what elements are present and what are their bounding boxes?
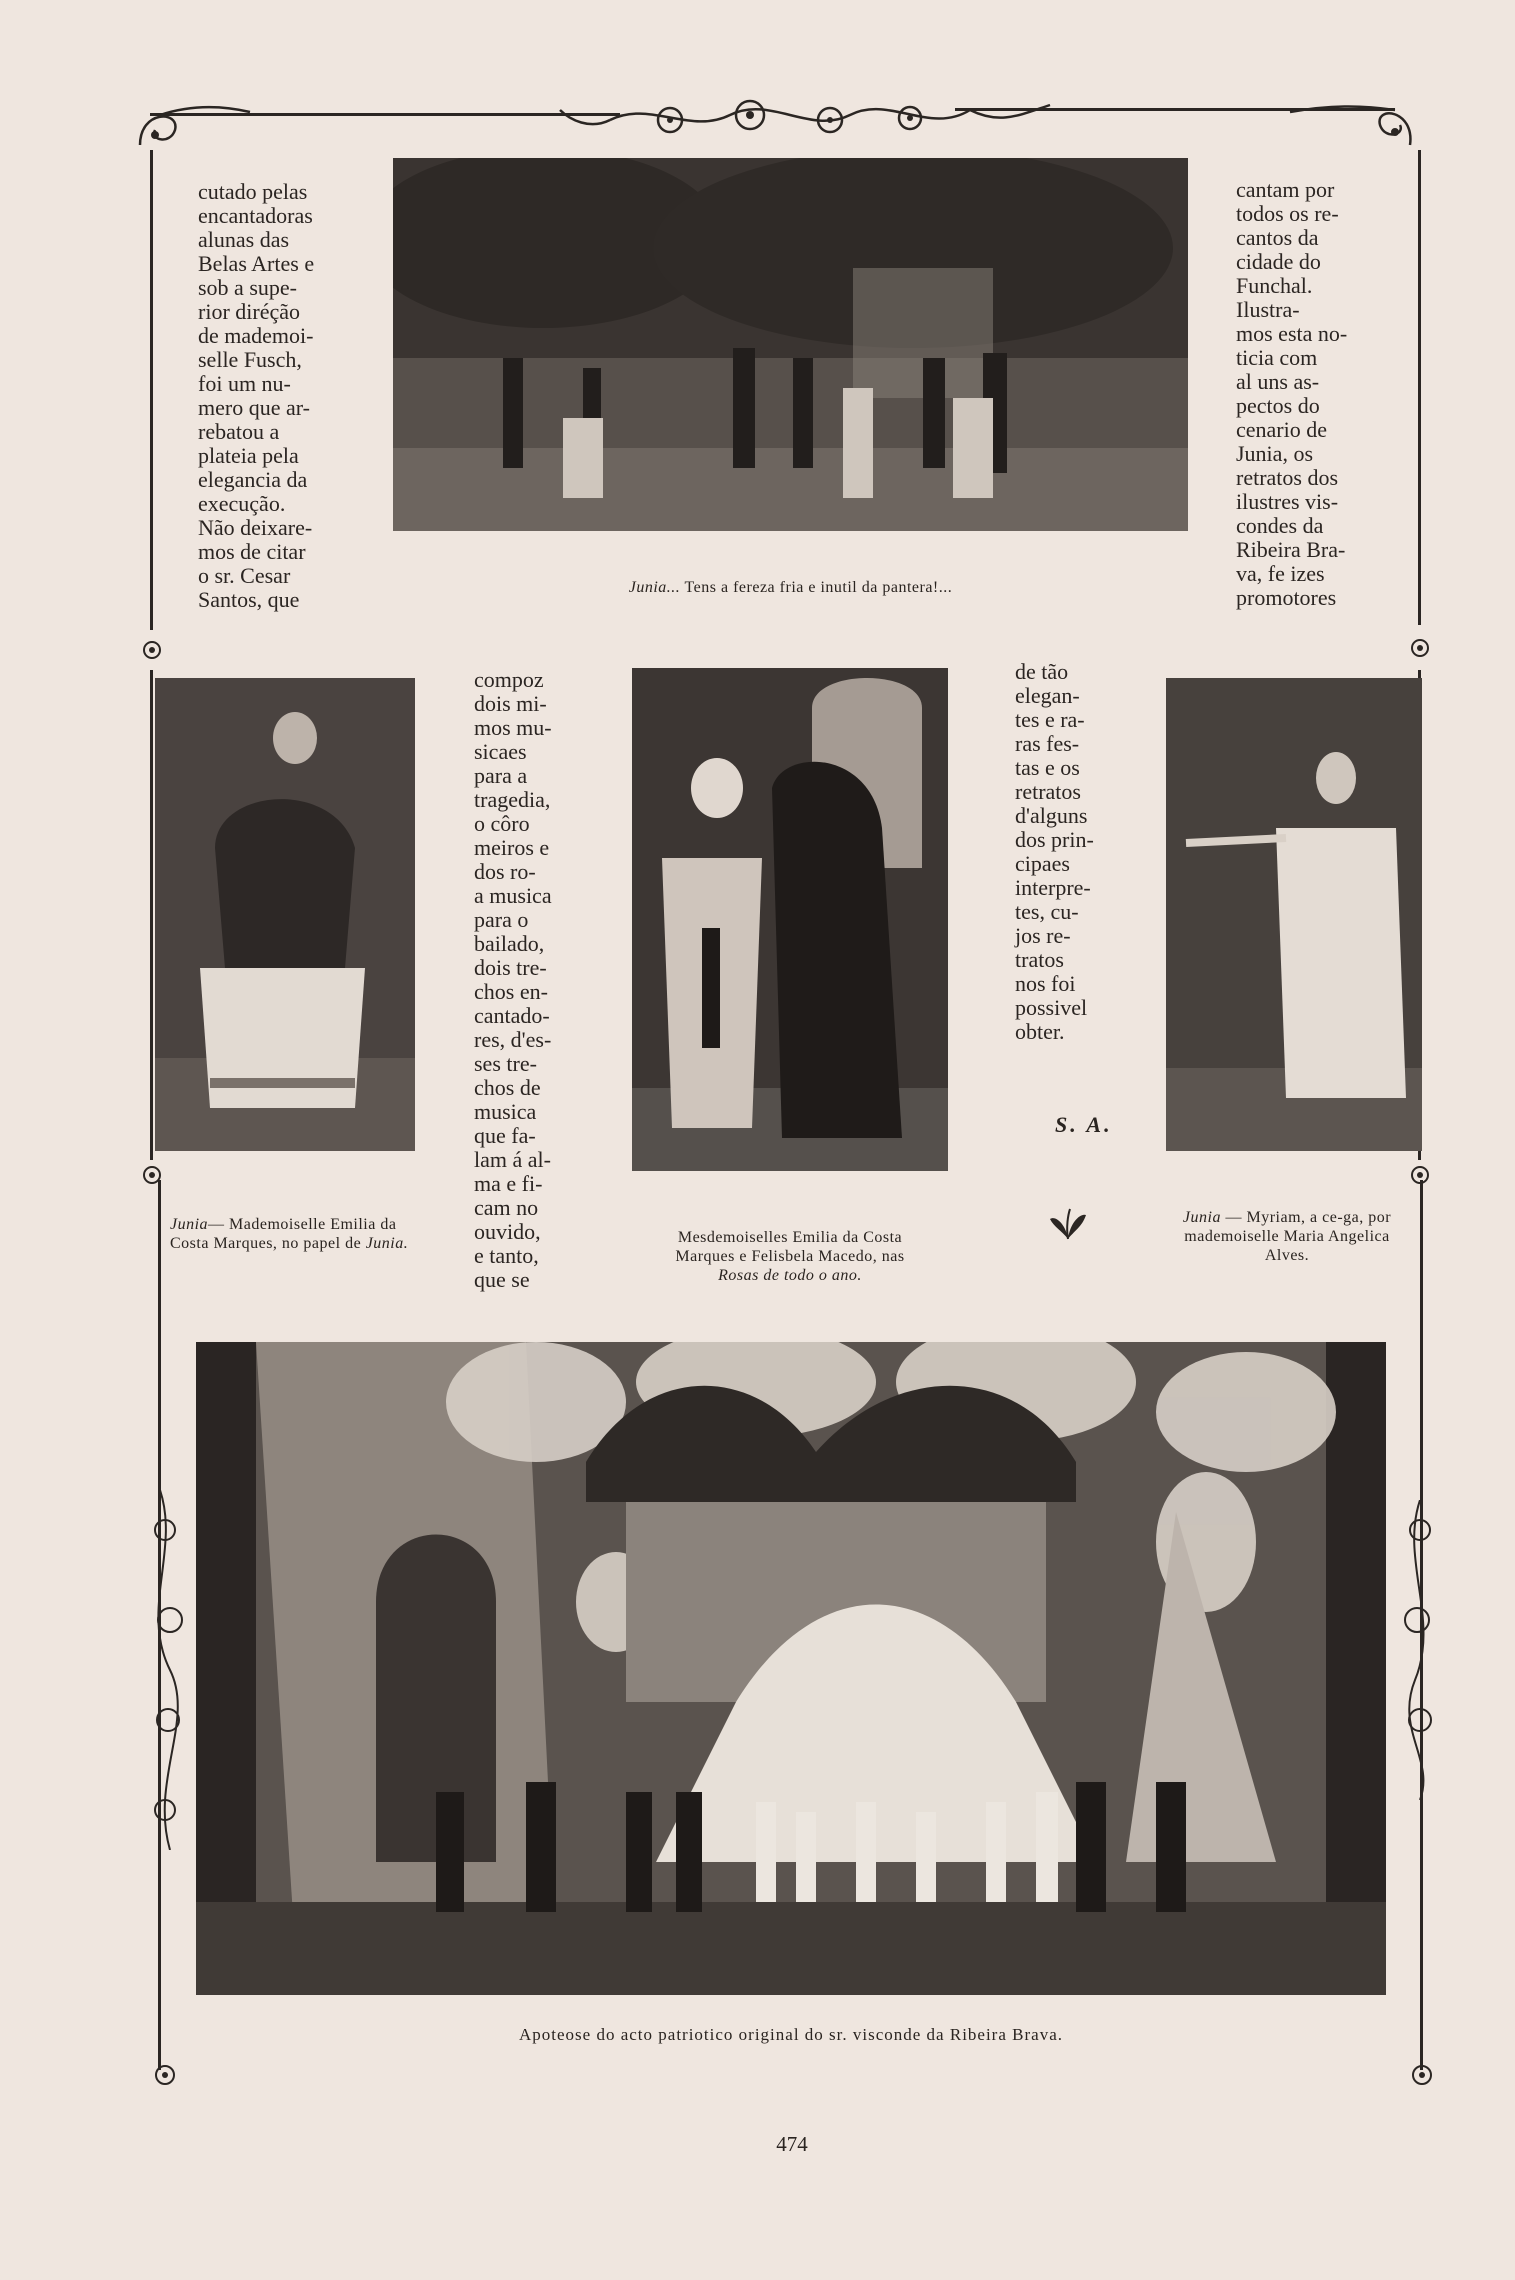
paragraph-top-right: cantam por todos os re- cantos da cidade do Funchal. Ilustra- mos esta no- ticia com al uns as- pectos do cenario de Junia, os retratos dos ilustres vis- condes da Ribeira Bra- va, fe izes promotores xyxy=(1236,177,1348,610)
left-floral-vine-ornament xyxy=(140,1490,200,1850)
paragraph-middle-left: compoz dois mi- mos mu- sicaes para a tragedia, o côro meiros e dos ro- a musica para o bailado, dois tre- chos en- cantado- res, d'es- ses tre- chos de musica que fa- lam á al- ma e fi- cam no ouvido, e tanto, que se xyxy=(474,667,552,1292)
caption-top-photo-italic: Junia... xyxy=(628,579,681,596)
frame-left-middle xyxy=(150,670,153,1160)
caption-bottom-photo: Apoteose do acto patriotico original do sr. visconde da Ribeira Brava. xyxy=(519,2025,1063,2044)
caption-center-line2: Marques e Felisbela Macedo, nas xyxy=(675,1248,905,1265)
right-floral-vine-ornament xyxy=(1385,1500,1445,1800)
paragraph-middle-right: de tão elegan- tes e ra- ras fes- tas e os retratos d'alguns dos prin- cipaes interpre- tes, cu- jos re- tratos nos foi possivel obter. xyxy=(1015,659,1094,1044)
caption-left-photo xyxy=(170,1215,415,1253)
caption-top-photo-text: Tens a fereza fria e inutil da pantera!... xyxy=(680,579,953,596)
author-signature: S. A. xyxy=(1055,1112,1113,1137)
photo-emilia-and-felisbela xyxy=(632,668,948,1171)
caption-right-text: — Myriam, a ce-ga, por mademoiselle Maria Angelica Alves. xyxy=(1184,1209,1392,1264)
right-side-ornament-1 xyxy=(1408,628,1432,668)
caption-center-line1: Mesdemoiselles Emilia da Costa xyxy=(677,1229,903,1246)
text-column-middle-right xyxy=(1015,660,1115,1044)
photo-stage-scene-junia xyxy=(393,158,1188,531)
text-column-middle-left xyxy=(474,668,574,1292)
left-side-ornament-2 xyxy=(140,1160,164,1190)
page-number: 474 xyxy=(776,2132,808,2156)
bottom-right-corner-ornament xyxy=(1407,2060,1437,2090)
frame-left-upper xyxy=(150,150,153,630)
caption-right-italic: Junia xyxy=(1182,1209,1221,1226)
caption-right-photo xyxy=(1162,1208,1412,1265)
leaf-ornament-icon xyxy=(1048,1205,1088,1241)
photo-portrait-maria-angelica xyxy=(1166,678,1422,1151)
right-side-ornament-2 xyxy=(1408,1160,1432,1190)
floral-header-ornament xyxy=(130,90,1430,160)
paragraph-top-left: cutado pelas encantadoras alunas das Belas Artes e sob a supe- rior diréção de mademoi- selle Fusch, foi um nu- mero que ar- rebatou a plateia pela elegancia da execução. Não deixare- mos de citar o sr. Cesar Santos, que xyxy=(198,179,315,612)
photo-apotheosis-patriotic-act xyxy=(196,1342,1386,1995)
frame-right-upper xyxy=(1418,150,1421,625)
photo-portrait-emilia-junia xyxy=(155,678,415,1151)
bottom-left-corner-ornament xyxy=(150,2060,180,2090)
caption-top-photo xyxy=(393,578,1188,597)
caption-center-photo xyxy=(620,1228,960,1285)
caption-left-italic-end: Junia. xyxy=(365,1235,409,1252)
text-column-top-right xyxy=(1236,178,1386,610)
caption-center-italic: Rosas de todo o ano. xyxy=(718,1267,862,1284)
caption-left-italic: Junia xyxy=(170,1216,209,1233)
caption-left-text: — Mademoiselle Emilia da Costa Marques, no papel de xyxy=(170,1216,397,1252)
text-column-top-left xyxy=(198,180,348,612)
left-side-ornament-1 xyxy=(140,630,164,670)
